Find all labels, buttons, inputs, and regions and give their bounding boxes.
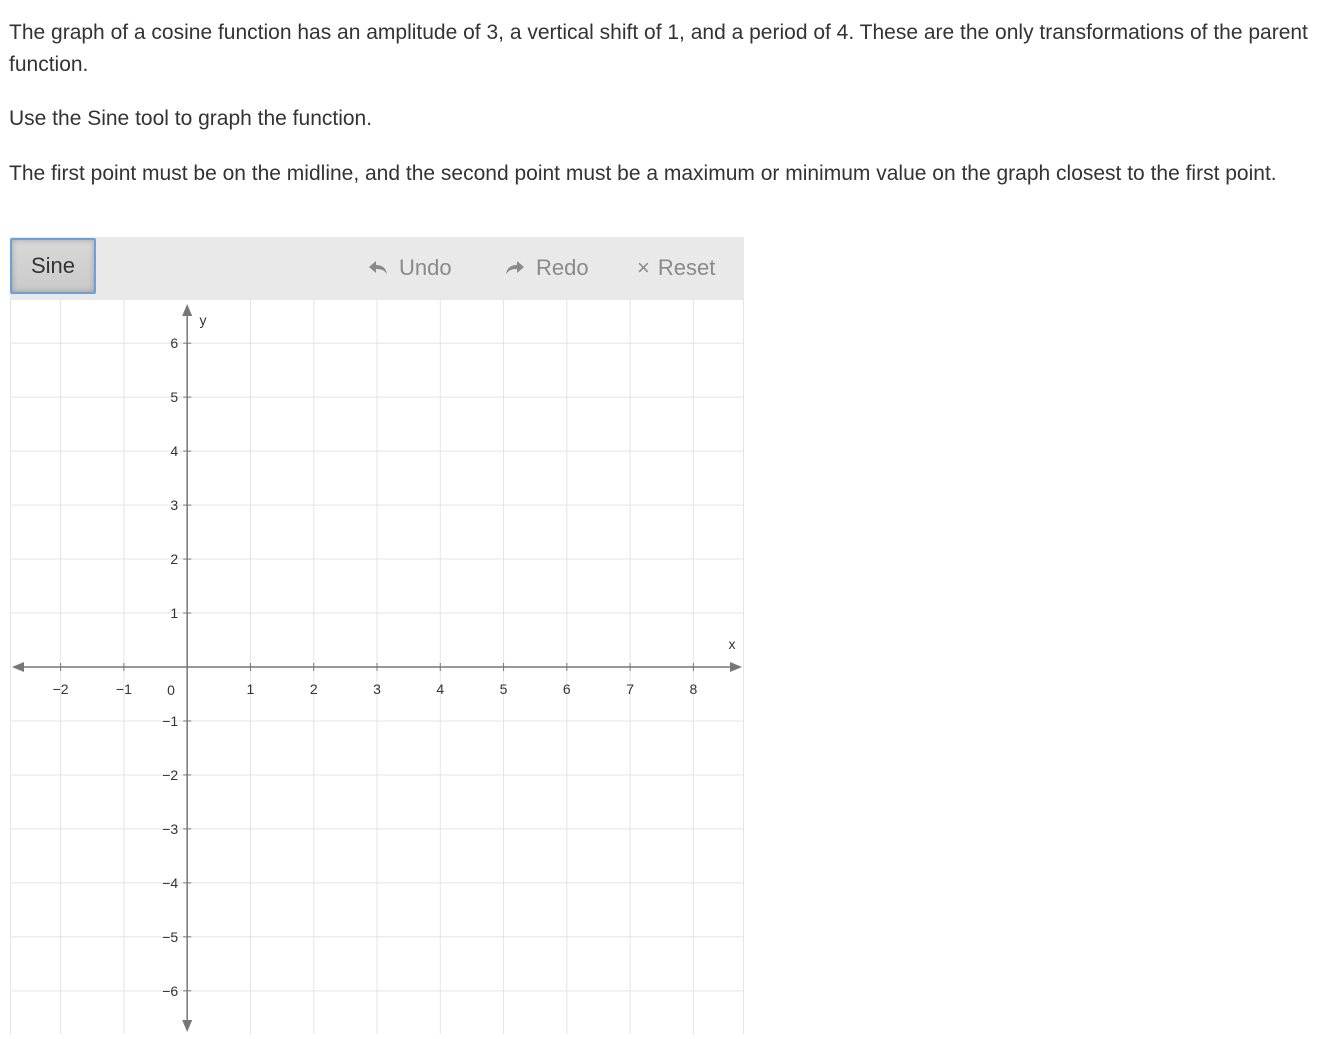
y-tick-label: −6 [162, 982, 179, 999]
x-axis-arrow-left-icon [12, 662, 24, 672]
reset-label: Reset [657, 255, 716, 280]
y-tick-label: 5 [170, 389, 179, 406]
x-tick-label: 7 [626, 681, 635, 697]
undo-label: Undo [399, 255, 452, 280]
x-tick-label: 4 [436, 681, 445, 697]
redo-button[interactable] [504, 253, 589, 283]
sine-tool-button[interactable]: Sine [10, 238, 96, 294]
redo-icon [504, 259, 526, 277]
undo-button[interactable] [367, 253, 452, 283]
x-axis-label: x [728, 636, 736, 652]
redo-label: Redo [536, 255, 589, 280]
y-tick-label: 3 [170, 497, 179, 514]
graph-toolbar [10, 237, 744, 300]
x-tick-label: 2 [309, 681, 318, 697]
x-tick-label: 1 [246, 681, 255, 697]
x-tick-label: 3 [373, 681, 381, 697]
coordinate-plane[interactable] [10, 300, 744, 1034]
undo-icon [367, 259, 389, 277]
y-tick-label: 1 [170, 605, 179, 622]
tool-instruction: Use the Sine tool to graph the function. [9, 107, 373, 130]
problem-statement: The graph of a cosine function has an amplitude of 3, a vertical shift of 1, and a period of 4. These are the only transformations of the parent function. [9, 21, 1308, 76]
y-tick-label: −5 [162, 928, 179, 945]
y-tick-label: −2 [162, 766, 179, 783]
y-axis-arrow-down-icon [182, 1020, 192, 1032]
origin-label: 0 [167, 682, 175, 698]
reset-button[interactable] [637, 253, 715, 283]
y-tick-label: −4 [162, 874, 179, 891]
close-icon: × [637, 255, 650, 280]
x-axis-arrow-right-icon [730, 662, 742, 672]
y-axis-label: y [199, 312, 207, 328]
y-tick-label: −1 [162, 712, 179, 729]
y-tick-label: 4 [170, 443, 179, 460]
x-tick-label: 6 [562, 681, 571, 697]
x-tick-label: 8 [689, 681, 698, 697]
x-tick-label: −1 [115, 681, 132, 697]
x-tick-label: −2 [52, 681, 69, 697]
y-tick-label: −3 [162, 820, 179, 837]
point-instruction: The first point must be on the midline, and the second point must be a maximum or minimum value on the graph closest to the first point. [9, 162, 1277, 185]
y-tick-label: 6 [170, 335, 179, 352]
y-tick-label: 2 [170, 551, 179, 568]
y-axis-arrow-up-icon [182, 304, 192, 316]
x-tick-label: 5 [499, 681, 508, 697]
